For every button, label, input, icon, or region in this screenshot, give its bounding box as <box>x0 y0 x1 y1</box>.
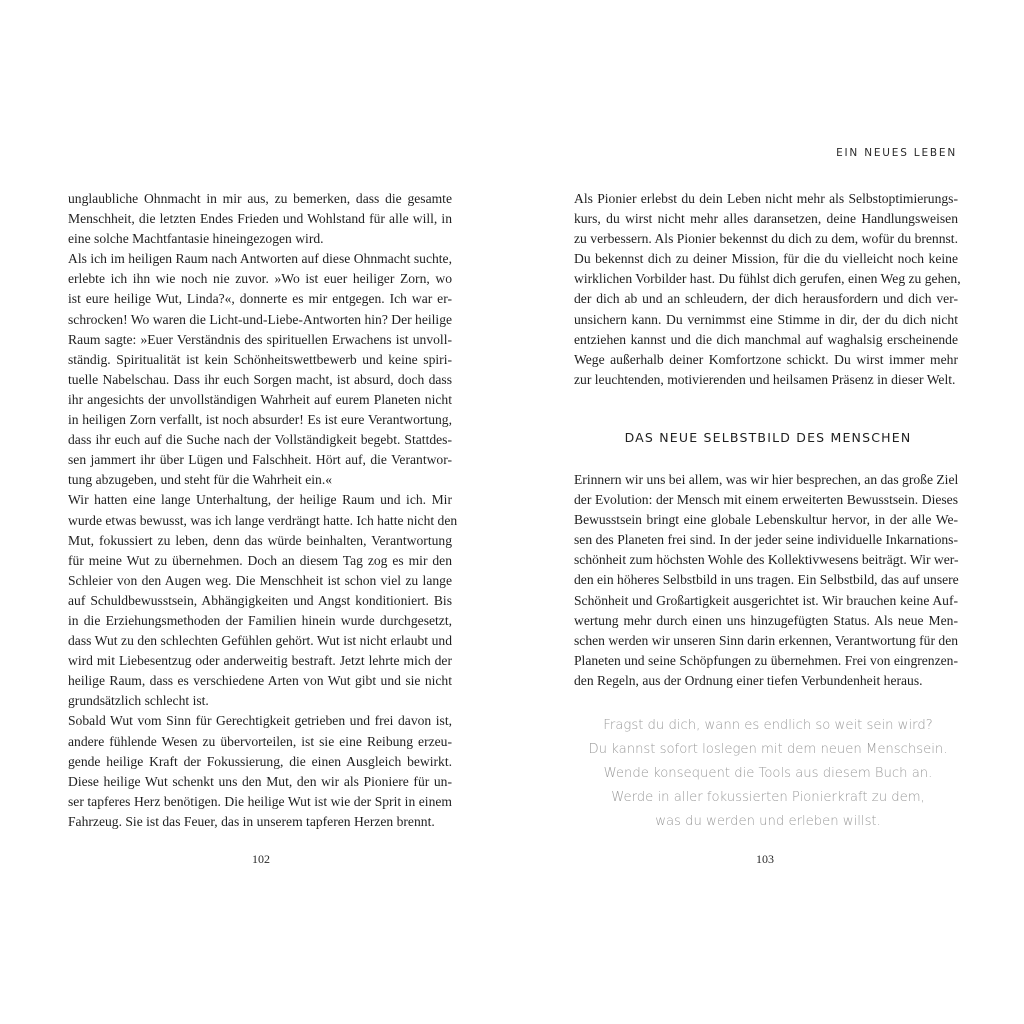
text-line: Raum sagte: »Euer Verständnis des spirituellen Erwachens ist unvoll- <box>68 331 452 347</box>
text-line: schen werden wir unseren Sinn darin erkennen, Verantwortung für den <box>574 632 959 648</box>
text-line: wurde etwas bewusst, was ich lange verdrängt hatte. Ich hatte nicht den <box>68 512 458 528</box>
text-line: Sobald Wut vom Sinn für Gerechtigkeit getrieben und frei davon ist, <box>68 713 452 729</box>
left-page-body <box>68 189 458 832</box>
text-line: Mut, fokussiert zu leben, denn das würde beinhalten, Verantwortung <box>68 532 452 548</box>
text-line: Menschheit, die letzten Endes Frieden und Wohlstand für alle will, in <box>68 211 452 227</box>
text-line: Wege außerhalb deiner Komfortzone schickt. Du wirst immer mehr <box>574 351 958 367</box>
right-page-paragraph <box>574 189 961 390</box>
quote-line: Du kannst sofort loslegen mit dem neuen Menschsein. <box>588 742 948 757</box>
text-line: Schleier von den Augen weg. Die Menschheit ist schon viel zu lange <box>68 572 452 588</box>
text-line: Fahrzeug. Sie ist das Feuer, das in unserem tapferen Herzen brennt. <box>68 813 435 829</box>
text-line: in heiligen Zorn verfallt, ist noch absurder! Es ist eure Verantwortung, <box>68 412 452 428</box>
text-line: zu verbessern. Als Pionier bekennst du dich zu dem, wofür du brennst. <box>574 231 958 247</box>
text-line: Du bekennst dich zu deiner Mission, für die du vielleicht noch keine <box>574 251 958 267</box>
text-line: Schönheit und Großartigkeit ausgerichtet ist. Wir brauchen keine Auf- <box>574 592 958 608</box>
text-line: Bewusstsein bringt eine globale Lebenskultur hervor, in der alle We- <box>574 512 958 528</box>
text-line: schönheit zum höchsten Wohle des Kollektivwesens beiträgt. Wir wer- <box>574 552 959 568</box>
text-line: andere fühlende Wesen zu übervorteilen, ist sie eine Reibung erzeu- <box>68 733 452 749</box>
text-line: Erinnern wir uns bei allem, was wir hier besprechen, an das große Ziel <box>574 472 959 487</box>
text-line: Diese heilige Wut schenkt uns den Mut, den wir als Pioniere für un- <box>68 773 452 789</box>
text-line: unsichern kann. Du vernimmst eine Stimme in dir, der du dich nicht <box>574 311 958 327</box>
text-line: auf Schuldbewusstsein, Abhängigkeiten und Angst konditioniert. Bis <box>68 592 452 608</box>
text-line: heilige Raum, dass es verschiedene Arten von Wut gibt und sie nicht <box>68 673 452 689</box>
text-line: gende heilige Kraft der Fokussierung, die einen Ausgleich bewirkt. <box>68 753 452 769</box>
text-line: Als Pionier erlebst du dein Leben nicht mehr als Selbstoptimierungs- <box>574 191 958 206</box>
text-line: der dich ab und an schleudern, der dich herausfordern und dich ver- <box>574 291 958 307</box>
text-line: wirklichen Vorbilder hast. Du fühlst dich gerufen, einen Weg zu gehen, <box>574 271 961 287</box>
text-line: sen jammert ihr über Lügen und Falschheit. Hört auf, die Verantwor- <box>68 452 452 468</box>
text-line: sen des Planeten frei sind. In der jeder seine individuelle Inkarnations- <box>574 532 958 548</box>
text-line: wertung mehr durch einen uns hinzugefügten Status. Als neue Men- <box>574 612 958 628</box>
quote-line: Werde in aller fokussierten Pionierkraft zu dem, <box>611 790 925 805</box>
text-line: dass Wut zu den schlechten Gefühlen gehört. Wut ist nicht erlaubt und <box>68 633 452 649</box>
text-line: dass ihr euch auf die Suche nach der Vollständigkeit begebt. Stattdes- <box>68 432 452 448</box>
text-line: Planeten und seine Schöpfungen zu übernehmen. Frei von eingrenzen- <box>574 652 958 668</box>
quote-line: Wende konsequent die Tools aus diesem Buch an. <box>603 766 933 781</box>
right-page <box>512 0 1024 1024</box>
text-line: den ein höheres Selbstbild in uns tragen. Ein Selbstbild, das auf unsere <box>574 572 959 588</box>
section-heading: DAS NEUE SELBSTBILD DES MENSCHEN <box>624 430 912 445</box>
text-line: Als ich im heiligen Raum nach Antworten auf diese Ohnmacht suchte, <box>68 251 452 267</box>
text-line: eine solche Machtfantasie hineingezogen wird. <box>68 231 324 247</box>
running-head: EIN NEUES LEBEN <box>836 147 957 159</box>
text-line: ist eure heilige Wut, Linda?«, donnerte es mir entgegen. Ich war er- <box>68 291 452 307</box>
page-number-left: 102 <box>252 852 270 866</box>
text-line: kurs, du wirst nicht mehr alles daransetzen, deine Handlungsweisen <box>574 211 958 227</box>
text-line: zur leuchtenden, motivierenden und heilsamen Präsenz in dieser Welt. <box>574 371 956 387</box>
text-line: schrocken! Wo waren die Licht-und-Liebe-Antworten hin? Der heilige <box>68 311 453 327</box>
text-line: der Evolution: der Mensch mit einem erweiterten Bewusstsein. Dieses <box>574 492 958 508</box>
text-line: tung abzugeben, und steht für die Wahrheit ein.« <box>68 472 333 488</box>
page-number-right: 103 <box>756 852 774 866</box>
text-line: Wir hatten eine lange Unterhaltung, der heilige Raum und ich. Mir <box>68 492 452 508</box>
text-line: wird mit Liebesentzug oder anderweitig bestraft. Jetzt lehrte mich der <box>68 653 452 669</box>
text-line: erlebte ich ihn wie noch nie zuvor. »Wo ist euer heiliger Zorn, wo <box>68 271 452 287</box>
text-line: in die Erziehungsmethoden der Familien hinein wurde durchgesetzt, <box>68 612 452 628</box>
quote-line: Fragst du dich, wann es endlich so weit sein wird? <box>603 718 933 733</box>
text-line: ser tapferes Herz benötigen. Die heilige Wut ist wie der Sprit in einem <box>68 793 452 809</box>
text-line: tuelle Nabelschau. Dass ihr euch Sorgen macht, ist absurd, doch dass <box>68 371 452 387</box>
highlight-quote <box>512 714 1024 834</box>
text-line: ständig. Spiritualität ist kein Schönheitswettbewerb und keine spiri- <box>68 351 452 367</box>
text-line: entziehen kannst und die dich manchmal auf waghalsig erscheinende <box>574 331 958 347</box>
text-line: ihr angesichts der unvollständigen Wahrheit auf eurem Planeten nicht <box>68 391 452 407</box>
quote-line: was du werden und erleben willst. <box>655 814 881 829</box>
text-line: für meine Wut zu übernehmen. Doch an diesem Tag zog es mir den <box>68 552 452 568</box>
text-line: grundsätzlich schlecht ist. <box>68 693 209 709</box>
text-line: den Regeln, aus der Ordnung einer tiefen Verbundenheit heraus. <box>574 672 923 688</box>
text-line: unglaubliche Ohnmacht in mir aus, zu bemerken, dass die gesamte <box>68 191 452 206</box>
section-body <box>574 470 958 691</box>
